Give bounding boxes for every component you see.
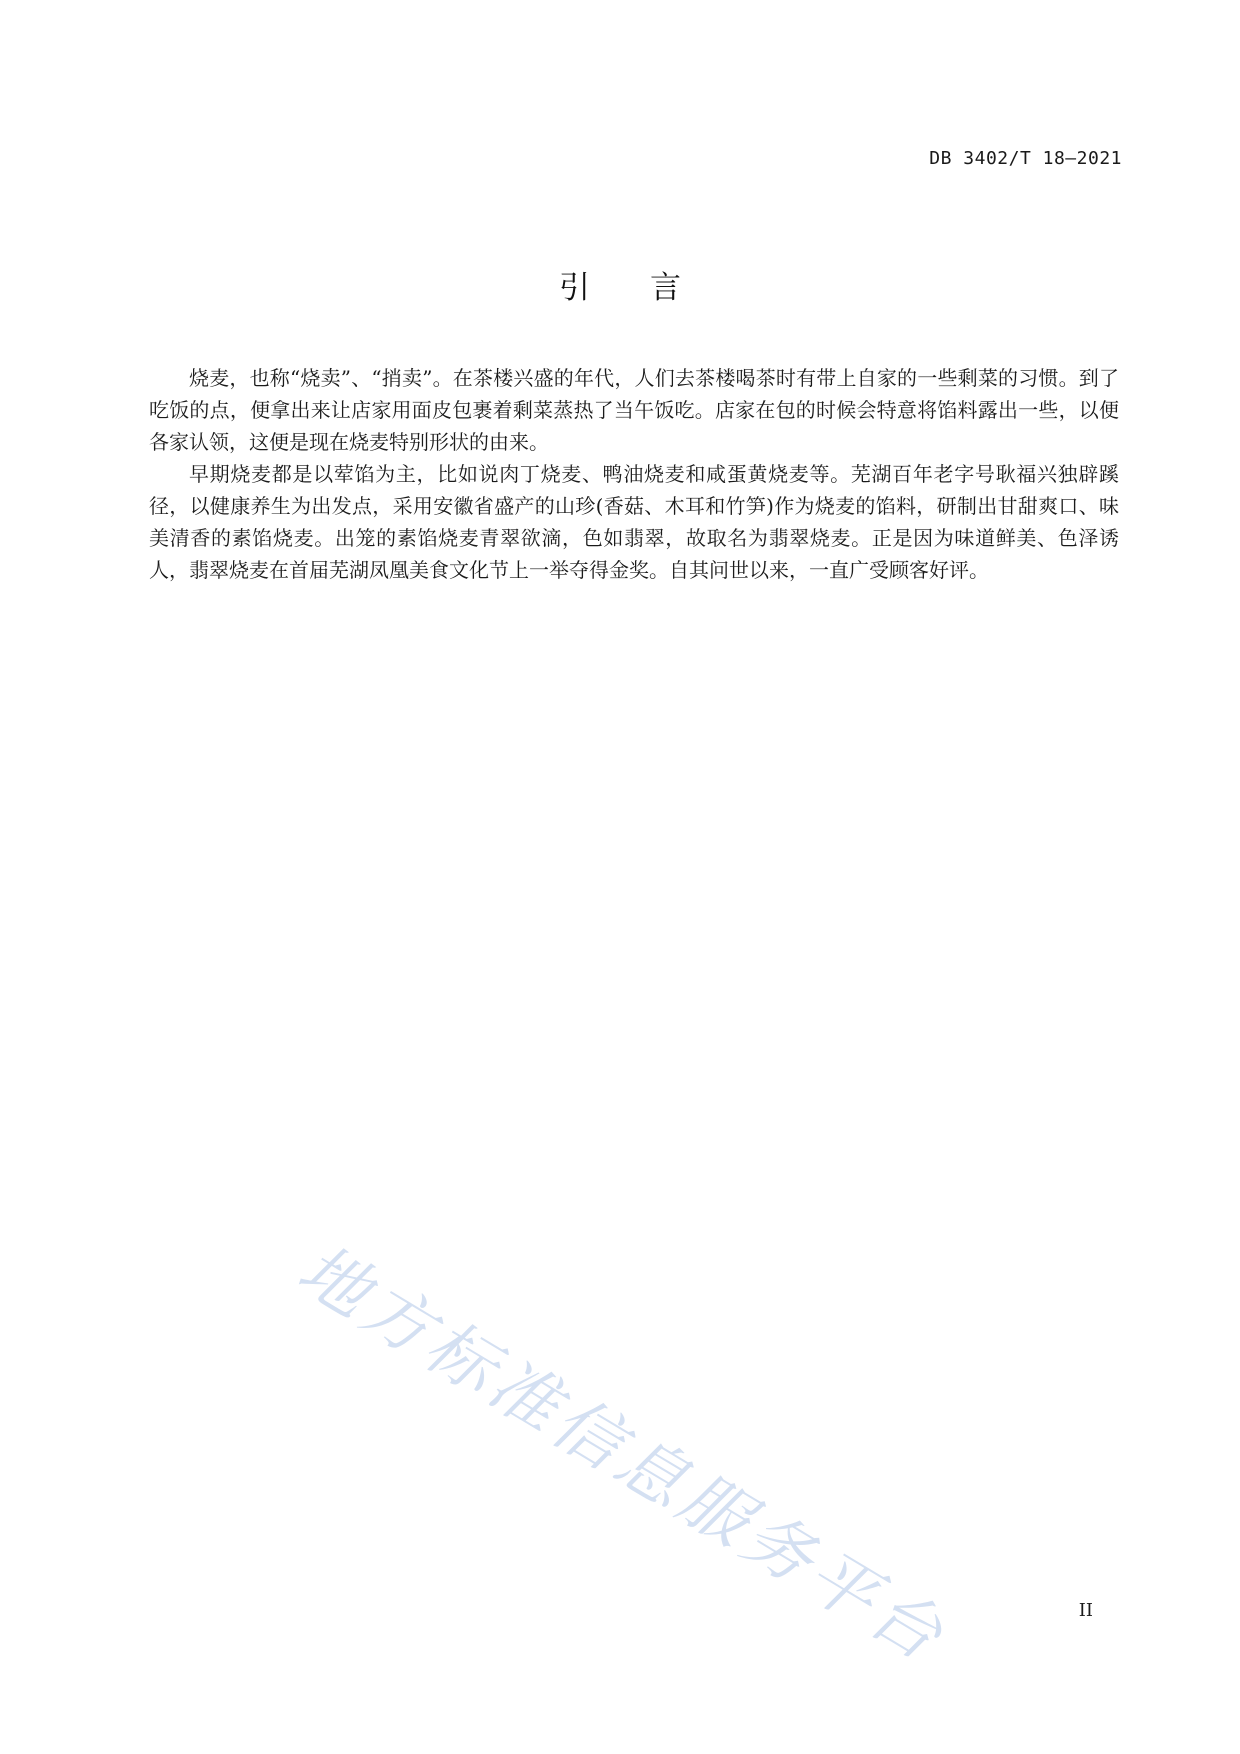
page-number: II xyxy=(1078,1600,1093,1621)
body-text xyxy=(149,362,1119,586)
document-code: DB 3402/T 18—2021 xyxy=(929,148,1122,169)
page-title: 引言 xyxy=(559,270,741,306)
watermark: 地方标准信息服务平台 xyxy=(284,1229,960,1679)
paragraph-2: 早期烧麦都是以荤馅为主，比如说肉丁烧麦、鸭油烧麦和咸蛋黄烧麦等。芜湖百年老字号耿福兴独辟蹊径，以健康养生为出发点，采用安徽省盛产的山珍(香菇、木耳和竹笋)作为烧麦的馅料，研制出甘甜爽口、味美清香的素馅烧麦。出笼的素馅烧麦青翠欲滴，色如翡翠，故取名为翡翠烧麦。正是因为味道鲜美、色泽诱人，翡翠烧麦在首届芜湖凤凰美食文化节上一举夺得金奖。自其问世以来，一直广受顾客好评。 xyxy=(149,462,1119,582)
paragraph-1: 烧麦，也称“烧卖”、“捎卖”。在茶楼兴盛的年代，人们去茶楼喝茶时有带上自家的一些剩菜的习惯。到了吃饭的点，便拿出来让店家用面皮包裹着剩菜蒸热了当午饭吃。店家在包的时候会特意将馅料露出一些，以便各家认领，这便是现在烧麦特别形状的由来。 xyxy=(149,366,1119,454)
